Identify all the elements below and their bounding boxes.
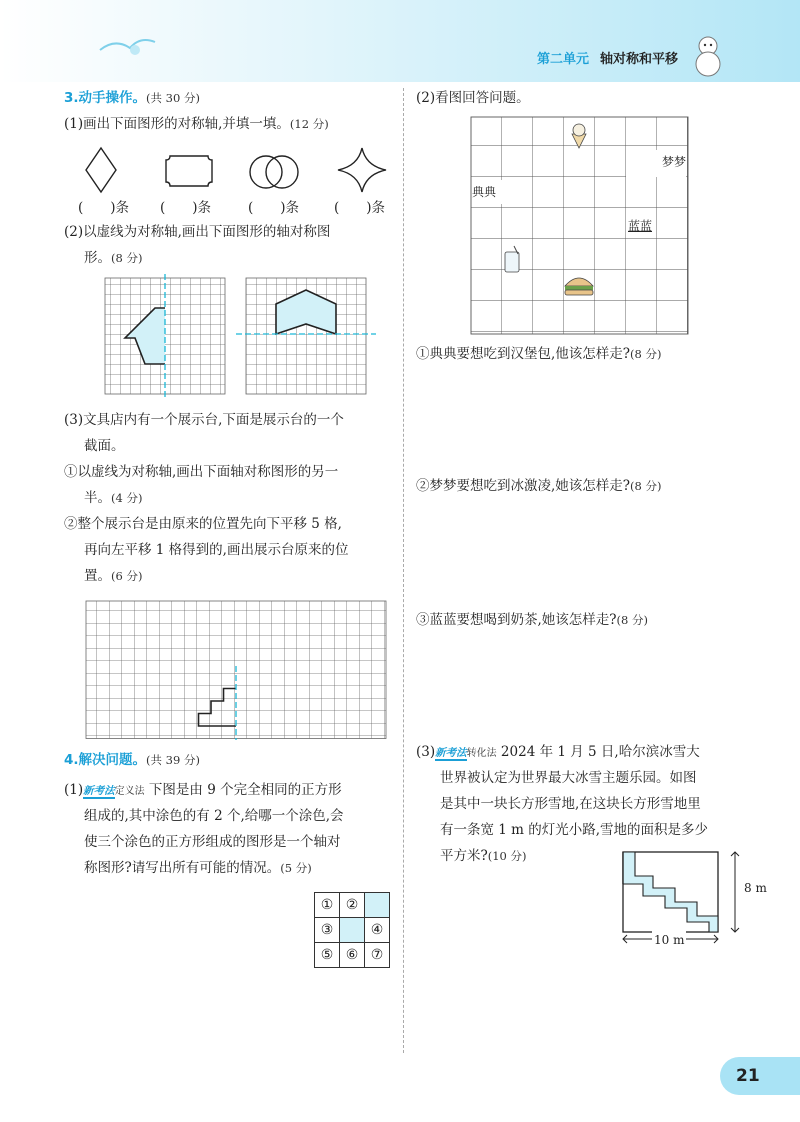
four-point-star-shape bbox=[338, 148, 386, 192]
question-3-3a-line2: 半。(4 分) bbox=[84, 490, 143, 506]
section-4-heading: 4.解决问题。(共 39 分) bbox=[64, 752, 200, 768]
height-label: 8 m bbox=[744, 878, 767, 898]
question-2-a: ①典典要想吃到汉堡包,他该怎样走?(8 分) bbox=[416, 346, 662, 362]
square-3[interactable]: ③ bbox=[315, 918, 340, 943]
label-mengmeng: 梦梦 bbox=[662, 155, 687, 169]
new-method-badge: 新考法 bbox=[435, 747, 467, 759]
question-3-line1: (3)新考法转化法 2024 年 1 月 5 日,哈尔滨冰雪大 bbox=[416, 744, 700, 760]
square-6[interactable]: ⑥ bbox=[340, 943, 365, 968]
section-3-heading: 3.动手操作。(共 30 分) bbox=[64, 90, 200, 106]
nine-square-grid[interactable] bbox=[314, 892, 390, 968]
bird-decoration-icon bbox=[95, 28, 165, 64]
symmetry-shapes bbox=[70, 140, 400, 200]
square-1[interactable]: ① bbox=[315, 893, 340, 918]
question-3-line4: 有一条宽 1 m 的灯光小路,雪地的面积是多少 bbox=[440, 822, 709, 838]
question-3-3b-line2: 再向左平移 1 格得到的,画出展示台原来的位 bbox=[84, 542, 349, 558]
question-3-line2: 世界被认定为世界最大冰雪主题乐园。如图 bbox=[440, 770, 697, 786]
question-3-2-line2: 形。(8 分) bbox=[84, 250, 143, 266]
grid-b-horizontal-axis[interactable] bbox=[236, 274, 376, 398]
question-4-1-line2: 组成的,其中涂色的有 2 个,给哪一个涂色,会 bbox=[84, 808, 344, 824]
question-3-1: (1)画出下面图形的对称轴,并填一填。(12 分) bbox=[64, 116, 329, 132]
unit-label: 第二单元 bbox=[537, 52, 590, 67]
diamond-shape bbox=[86, 148, 116, 192]
question-4-1-line3: 使三个涂色的正方形组成的图形是一个轴对 bbox=[84, 834, 341, 850]
shaded-square bbox=[340, 918, 365, 943]
question-3-line5: 平方米?(10 分) bbox=[440, 848, 527, 864]
square-7[interactable]: ⑦ bbox=[365, 943, 390, 968]
square-2[interactable]: ② bbox=[340, 893, 365, 918]
grid-a-vertical-axis[interactable] bbox=[100, 274, 230, 398]
question-3-3-line2: 截面。 bbox=[84, 438, 125, 454]
column-divider bbox=[403, 88, 404, 1053]
blank-answer-4[interactable]: ( )条 bbox=[334, 200, 386, 216]
question-3-3b-line3: 置。(6 分) bbox=[84, 568, 143, 584]
blank-answer-1[interactable]: ( )条 bbox=[78, 200, 130, 216]
label-diandian: 典典 bbox=[472, 185, 497, 199]
blank-answer-2[interactable]: ( )条 bbox=[160, 200, 212, 216]
question-3-line3: 是其中一块长方形雪地,在这块长方形雪地里 bbox=[440, 796, 701, 812]
question-4-1-line1: (1)新考法定义法 下图是由 9 个完全相同的正方形 bbox=[64, 782, 342, 798]
square-4[interactable]: ④ bbox=[365, 918, 390, 943]
notched-rectangle-shape bbox=[166, 156, 212, 186]
question-3-2-line1: (2)以虚线为对称轴,画出下面图形的轴对称图 bbox=[64, 224, 331, 240]
question-3-3a-line1: ①以虚线为对称轴,画出下面轴对称图形的另一 bbox=[64, 464, 339, 480]
question-2-b: ②梦梦要想吃到冰激凌,她该怎样走?(8 分) bbox=[416, 478, 662, 494]
grid-c-display-stand[interactable] bbox=[84, 598, 388, 740]
question-3-3-line1: (3)文具店内有一个展示台,下面是展示台的一个 bbox=[64, 412, 344, 428]
page-header bbox=[0, 0, 800, 82]
new-method-badge: 新考法 bbox=[83, 785, 115, 797]
question-4-1-line4: 称图形?请写出所有可能的情况。(5 分) bbox=[84, 860, 312, 876]
unit-title: 轴对称和平移 bbox=[600, 52, 679, 67]
shaded-square bbox=[365, 893, 390, 918]
width-label: 10 m bbox=[652, 930, 686, 950]
label-lanlan: 蓝蓝 bbox=[628, 219, 653, 233]
snowman-icon bbox=[688, 34, 728, 78]
right-question-2: (2)看图回答问题。 bbox=[416, 90, 530, 106]
question-2-c: ③蓝蓝要想喝到奶茶,她该怎样走?(8 分) bbox=[416, 612, 648, 628]
page-number: 21 bbox=[720, 1057, 800, 1095]
blank-answer-3[interactable]: ( )条 bbox=[248, 200, 300, 216]
square-5[interactable]: ⑤ bbox=[315, 943, 340, 968]
question-3-3b-line1: ②整个展示台是由原来的位置先向下平移 5 格, bbox=[64, 516, 342, 532]
food-map-grid bbox=[470, 114, 692, 336]
